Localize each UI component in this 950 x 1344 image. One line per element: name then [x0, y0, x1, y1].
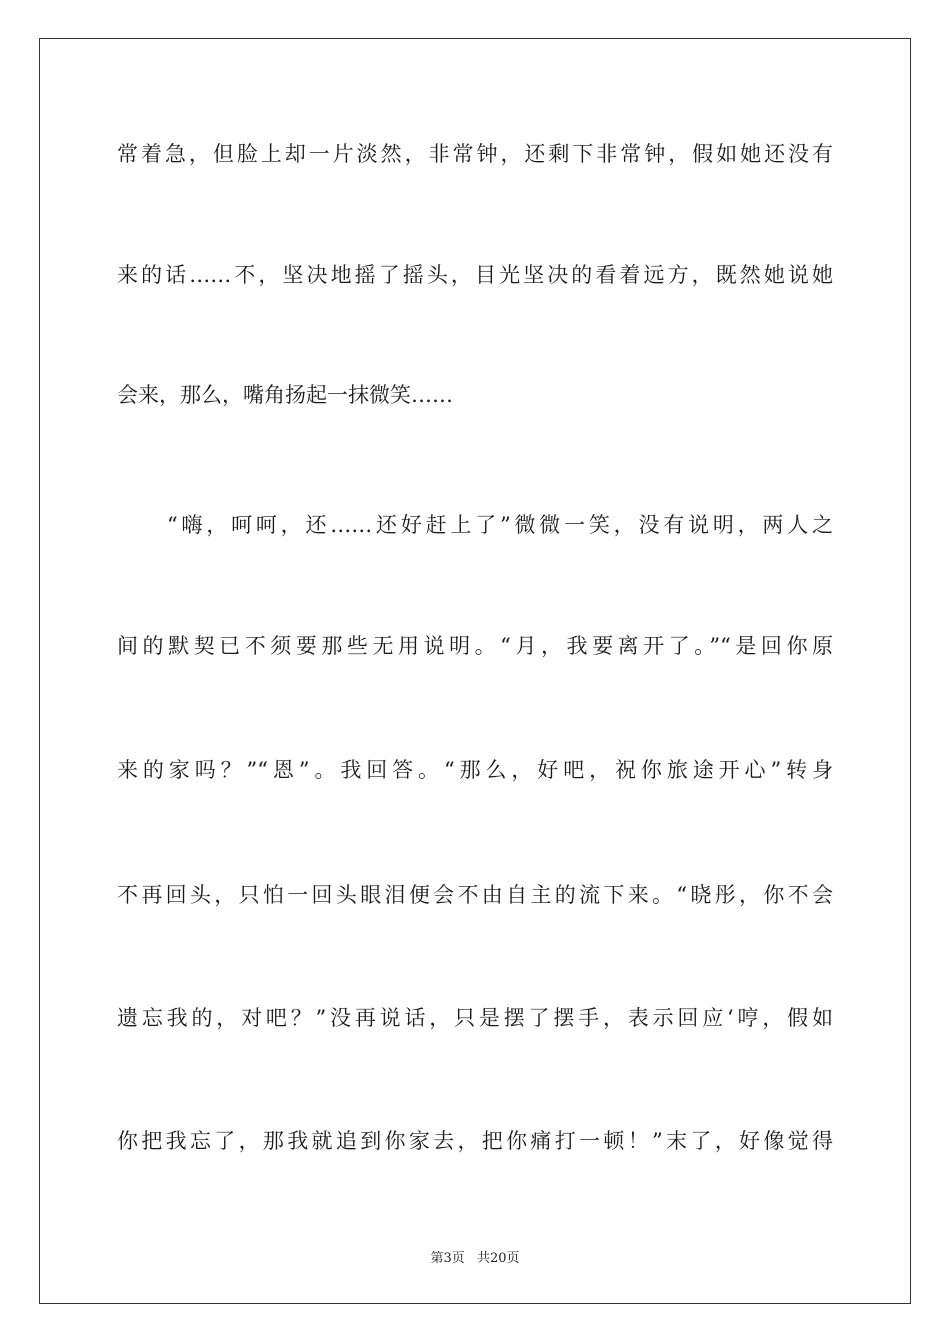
page-border [39, 38, 911, 1304]
body-line-1: 常着急，但脸上却一片淡然，非常钟，还剩下非常钟，假如她还没有 [117, 142, 833, 166]
body-line-9: 你把我忘了，那我就追到你家去，把你痛打一顿！”末了，好像觉得 [117, 1129, 833, 1153]
body-line-6: 来的家吗？”“恩”。我回答。“那么，好吧，祝你旅途开心”转身 [117, 758, 833, 782]
body-line-4: “嗨，呵呵，还……还好赶上了”微微一笑，没有说明，两人之 [167, 513, 833, 537]
body-line-5: 间的默契已不须要那些无用说明。“月，我要离开了。”“是回你原 [117, 634, 833, 658]
page-total: 共20页 [476, 1251, 520, 1266]
page-footer [0, 1247, 950, 1266]
body-line-3: 会来，那么，嘴角扬起一抹微笑…… [117, 383, 453, 407]
body-line-2: 来的话……不，坚决地摇了摇头，目光坚决的看着远方，既然她说她 [117, 263, 833, 287]
body-line-7: 不再回头，只怕一回头眼泪便会不由自主的流下来。“晓彤，你不会 [117, 883, 833, 907]
page-number: 第3页 [430, 1251, 465, 1266]
body-line-8: 遗忘我的，对吧？”没再说话，只是摆了摆手，表示回应‘哼，假如 [117, 1006, 833, 1030]
